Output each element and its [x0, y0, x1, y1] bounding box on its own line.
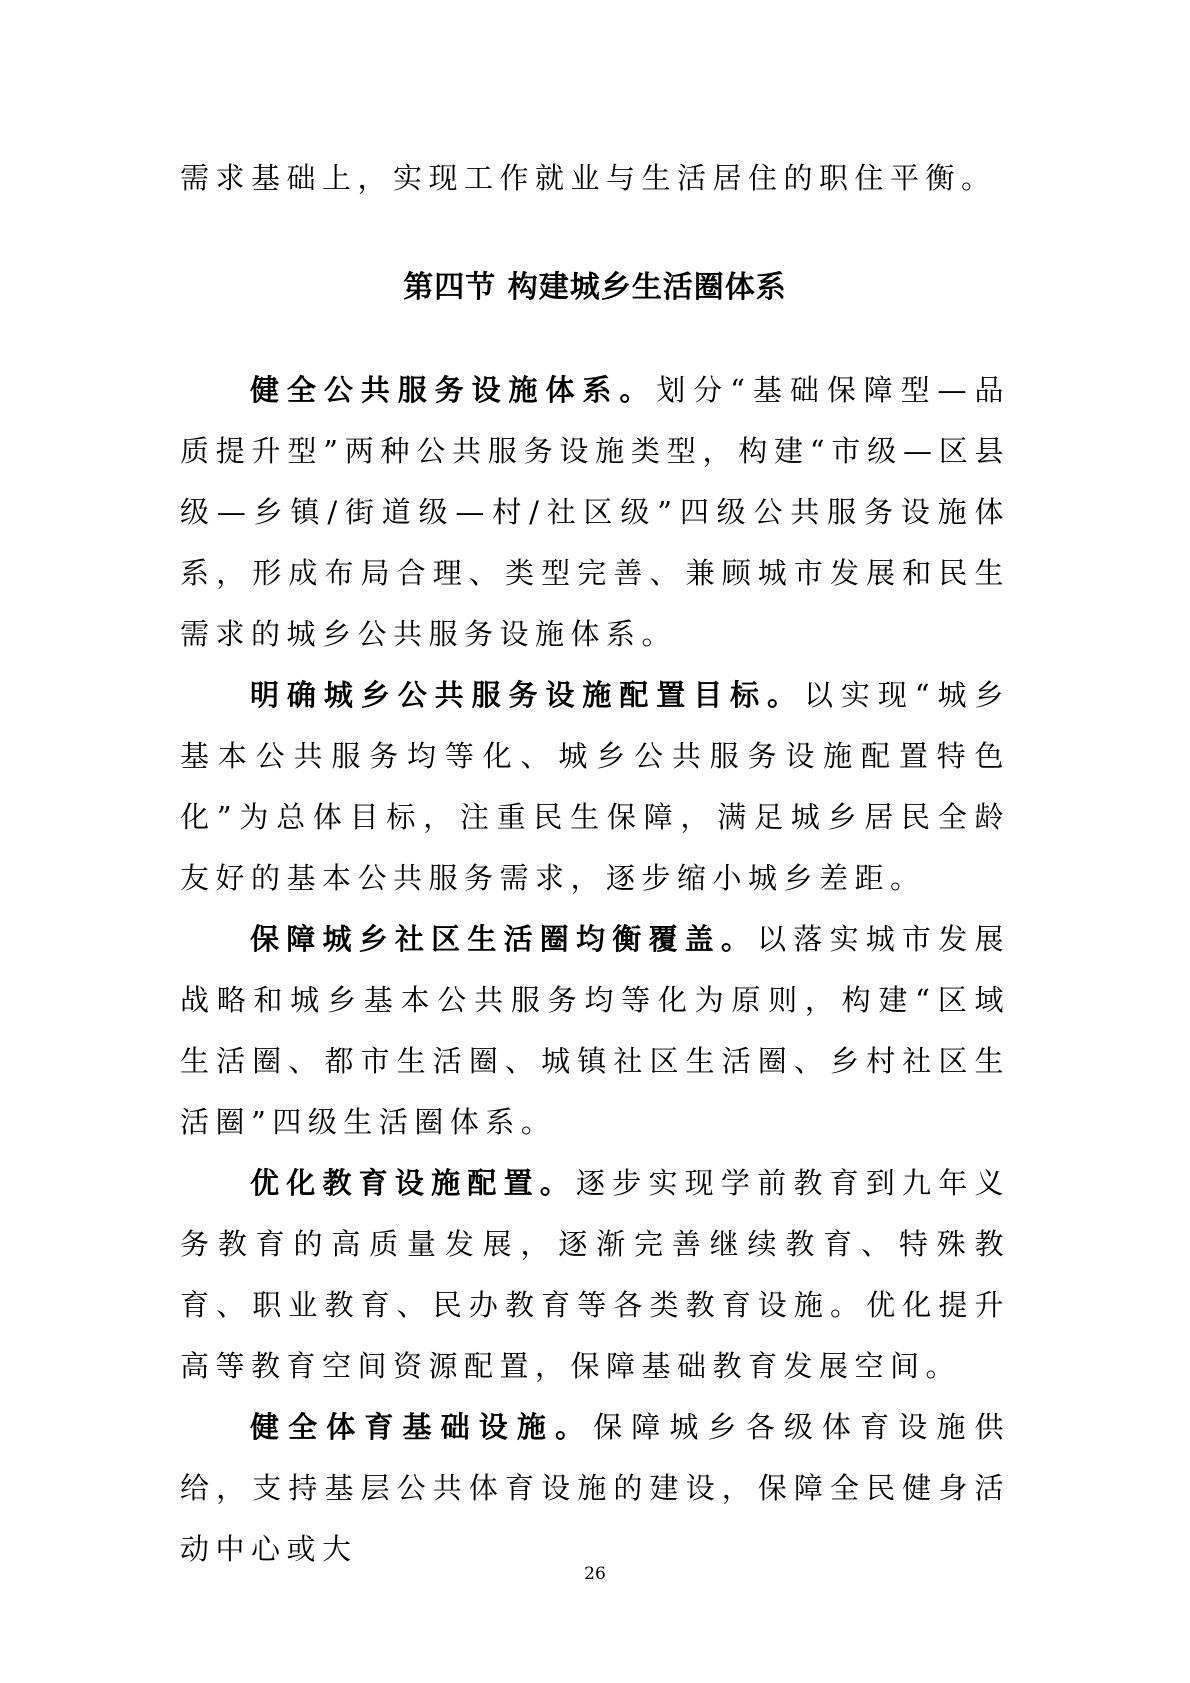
paragraph-lead: 优化教育设施配置。 — [250, 1166, 577, 1200]
paragraph-body: 划分“基础保障型—品质提升型”两种公共服务设施类型，构建“市级—区县级—乡镇/街道级—村/社区级”四级公共服务设施体系，形成布局合理、类型完善、兼顾城市发展和民生需求的城乡公共服务设施体系。 — [180, 373, 1010, 651]
paragraph-body: 以实现“城乡基本公共服务均等化、城乡公共服务设施配置特色化”为总体目标，注重民生保障，满足城乡居民全龄友好的基本公共服务需求，逐步缩小城乡差距。 — [180, 678, 1010, 895]
page-number: 26 — [584, 1564, 606, 1584]
body-text — [180, 360, 1010, 1580]
paragraph-body: 以落实城市发展战略和城乡基本公共服务均等化为原则，构建“区域生活圈、都市生活圈、城镇社区生活圈、乡村社区生活圈”四级生活圈体系。 — [180, 922, 1010, 1139]
paragraph-body: 逐步实现学前教育到九年义务教育的高质量发展，逐渐完善继续教育、特殊教育、职业教育、民办教育等各类教育设施。优化提升高等教育空间资源配置，保障基础教育发展空间。 — [180, 1166, 1010, 1383]
paragraph-life-circle-coverage — [180, 909, 1010, 1153]
continuation-paragraph: 需求基础上，实现工作就业与生活居住的职住平衡。 — [180, 161, 997, 195]
paragraph-lead: 保障城乡社区生活圈均衡覆盖。 — [250, 922, 758, 956]
paragraph-education-facilities — [180, 1153, 1010, 1397]
paragraph-lead: 健全体育基础设施。 — [250, 1410, 594, 1444]
paragraph-public-service-system — [180, 360, 1010, 665]
paragraph-body: 保障城乡各级体育设施供给，支持基层公共体育设施的建设，保障全民健身活动中心或大 — [180, 1410, 1010, 1566]
paragraph-sports-facilities — [180, 1397, 1010, 1580]
paragraph-lead: 健全公共服务设施体系。 — [250, 373, 657, 407]
paragraph-lead: 明确城乡公共服务设施配置目标。 — [250, 678, 804, 712]
paragraph-allocation-target — [180, 665, 1010, 909]
section-heading: 第四节 构建城乡生活圈体系 — [403, 270, 787, 305]
